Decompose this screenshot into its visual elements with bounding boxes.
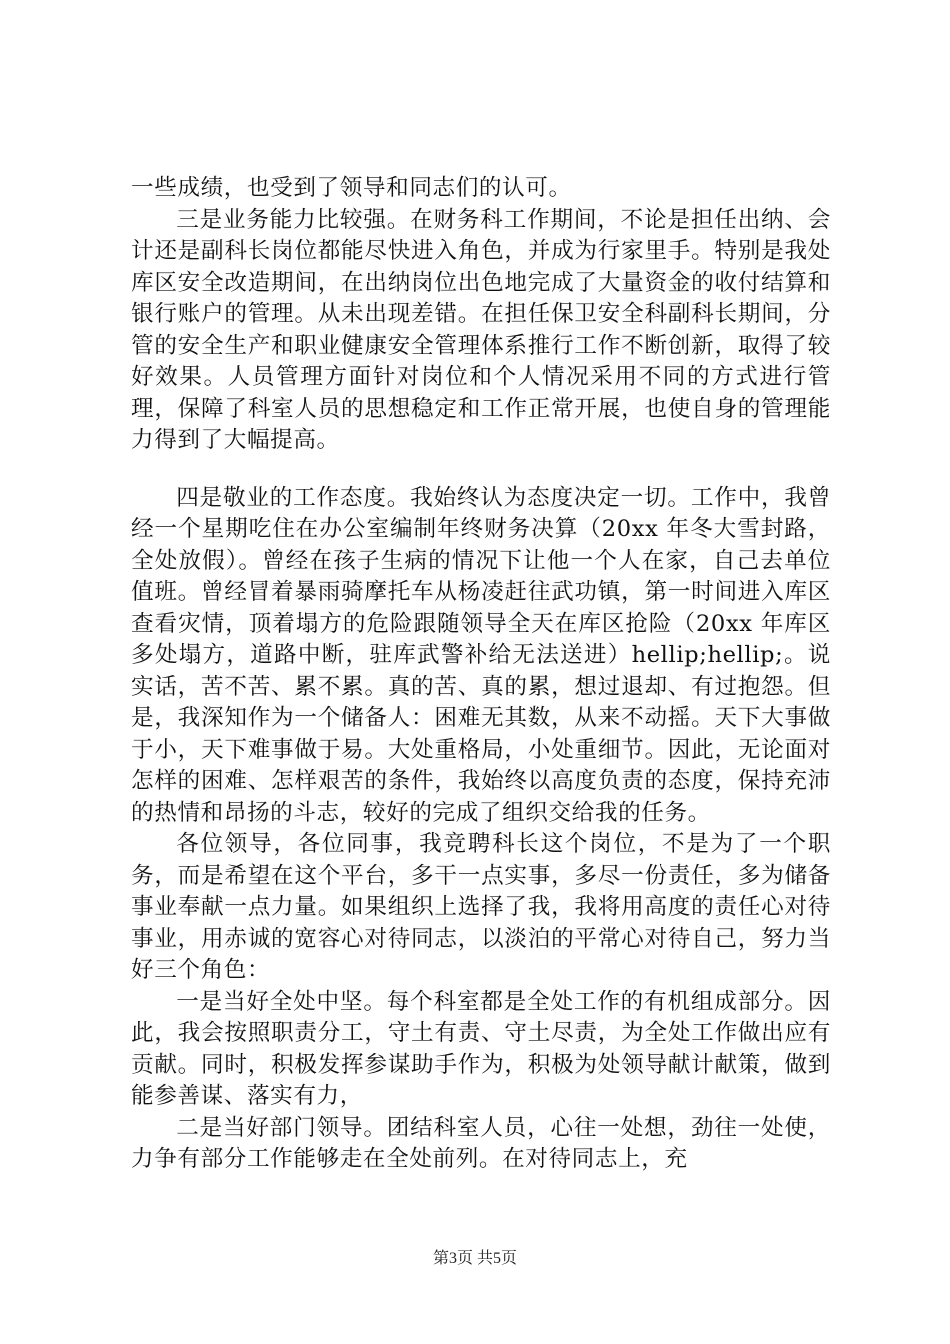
paragraph-address: 各位领导，各位同事，我竞聘科长这个岗位，不是为了一个职务，而是希望在这个平台，多干一点实事，多尽一份责任，多为储备事业奉献一点力量。如果组织上选择了我，我将用高度的责任心对待事业，用赤诚的宽容心对待同志，以淡泊的平常心对待自己，努力当好三个角色： bbox=[131, 831, 831, 983]
paragraph-continuation: 一些成绩，也受到了领导和同志们的认可。 bbox=[131, 175, 572, 201]
paragraph-fourth-point: 四是敬业的工作态度。我始终认为态度决定一切。工作中，我曾经一个星期吃住在办公室编制年终财务决算（20xx 年冬大雪封路，全处放假）。曾经在孩子生病的情况下让他一个人在家，自己去单位值班。曾经冒着暴雨骑摩托车从杨凌赶往武功镇，第一时间进入库区查看灾情，顶着塌方的危险跟随领导全天在库区抢险（20xx 年库区多处塌方，道路中断，驻库武警补给无法送进）hellip;hellip;。说实话，苦不苦、累不累。真的苦、真的累，想过退却、有过抱怨。但是，我深知作为一个储备人：困难无其数，从来不动摇。天下大事做于小，天下难事做于易。大处重格局，小处重细节。因此，无论面对怎样的困难、怎样艰苦的条件，我始终以高度负责的态度，保持充沛的热情和昂扬的斗志，较好的完成了组织交给我的任务。 bbox=[131, 484, 831, 826]
paragraph-third-point: 三是业务能力比较强。在财务科工作期间，不论是担任出纳、会计还是副科长岗位都能尽快进入角色，并成为行家里手。特别是我处库区安全改造期间，在出纳岗位出色地完成了大量资金的收付结算和银行账户的管理。从未出现差错。在担任保卫安全科副科长期间，分管的安全生产和职业健康安全管理体系推行工作不断创新，取得了较好效果。人员管理方面针对岗位和个人情况采用不同的方式进行管理，保障了科室人员的思想稳定和工作正常开展，也使自身的管理能力得到了大幅提高。 bbox=[131, 206, 831, 453]
document-body bbox=[131, 173, 831, 1176]
paragraph-role-one: 一是当好全处中坚。每个科室都是全处工作的有机组成部分。因此，我会按照职责分工，守土有责、守土尽责，为全处工作做出应有贡献。同时，积极发挥参谋助手作为，积极为处领导献计献策，做到能参善谋、落实有力， bbox=[131, 988, 831, 1109]
page-footer: 第3页 共5页 bbox=[432, 1250, 517, 1267]
paragraph-role-two: 二是当好部门领导。团结科室人员，心往一处想，劲往一处使，力争有部分工作能够走在全处前列。在对待同志上，充 bbox=[131, 1114, 831, 1172]
